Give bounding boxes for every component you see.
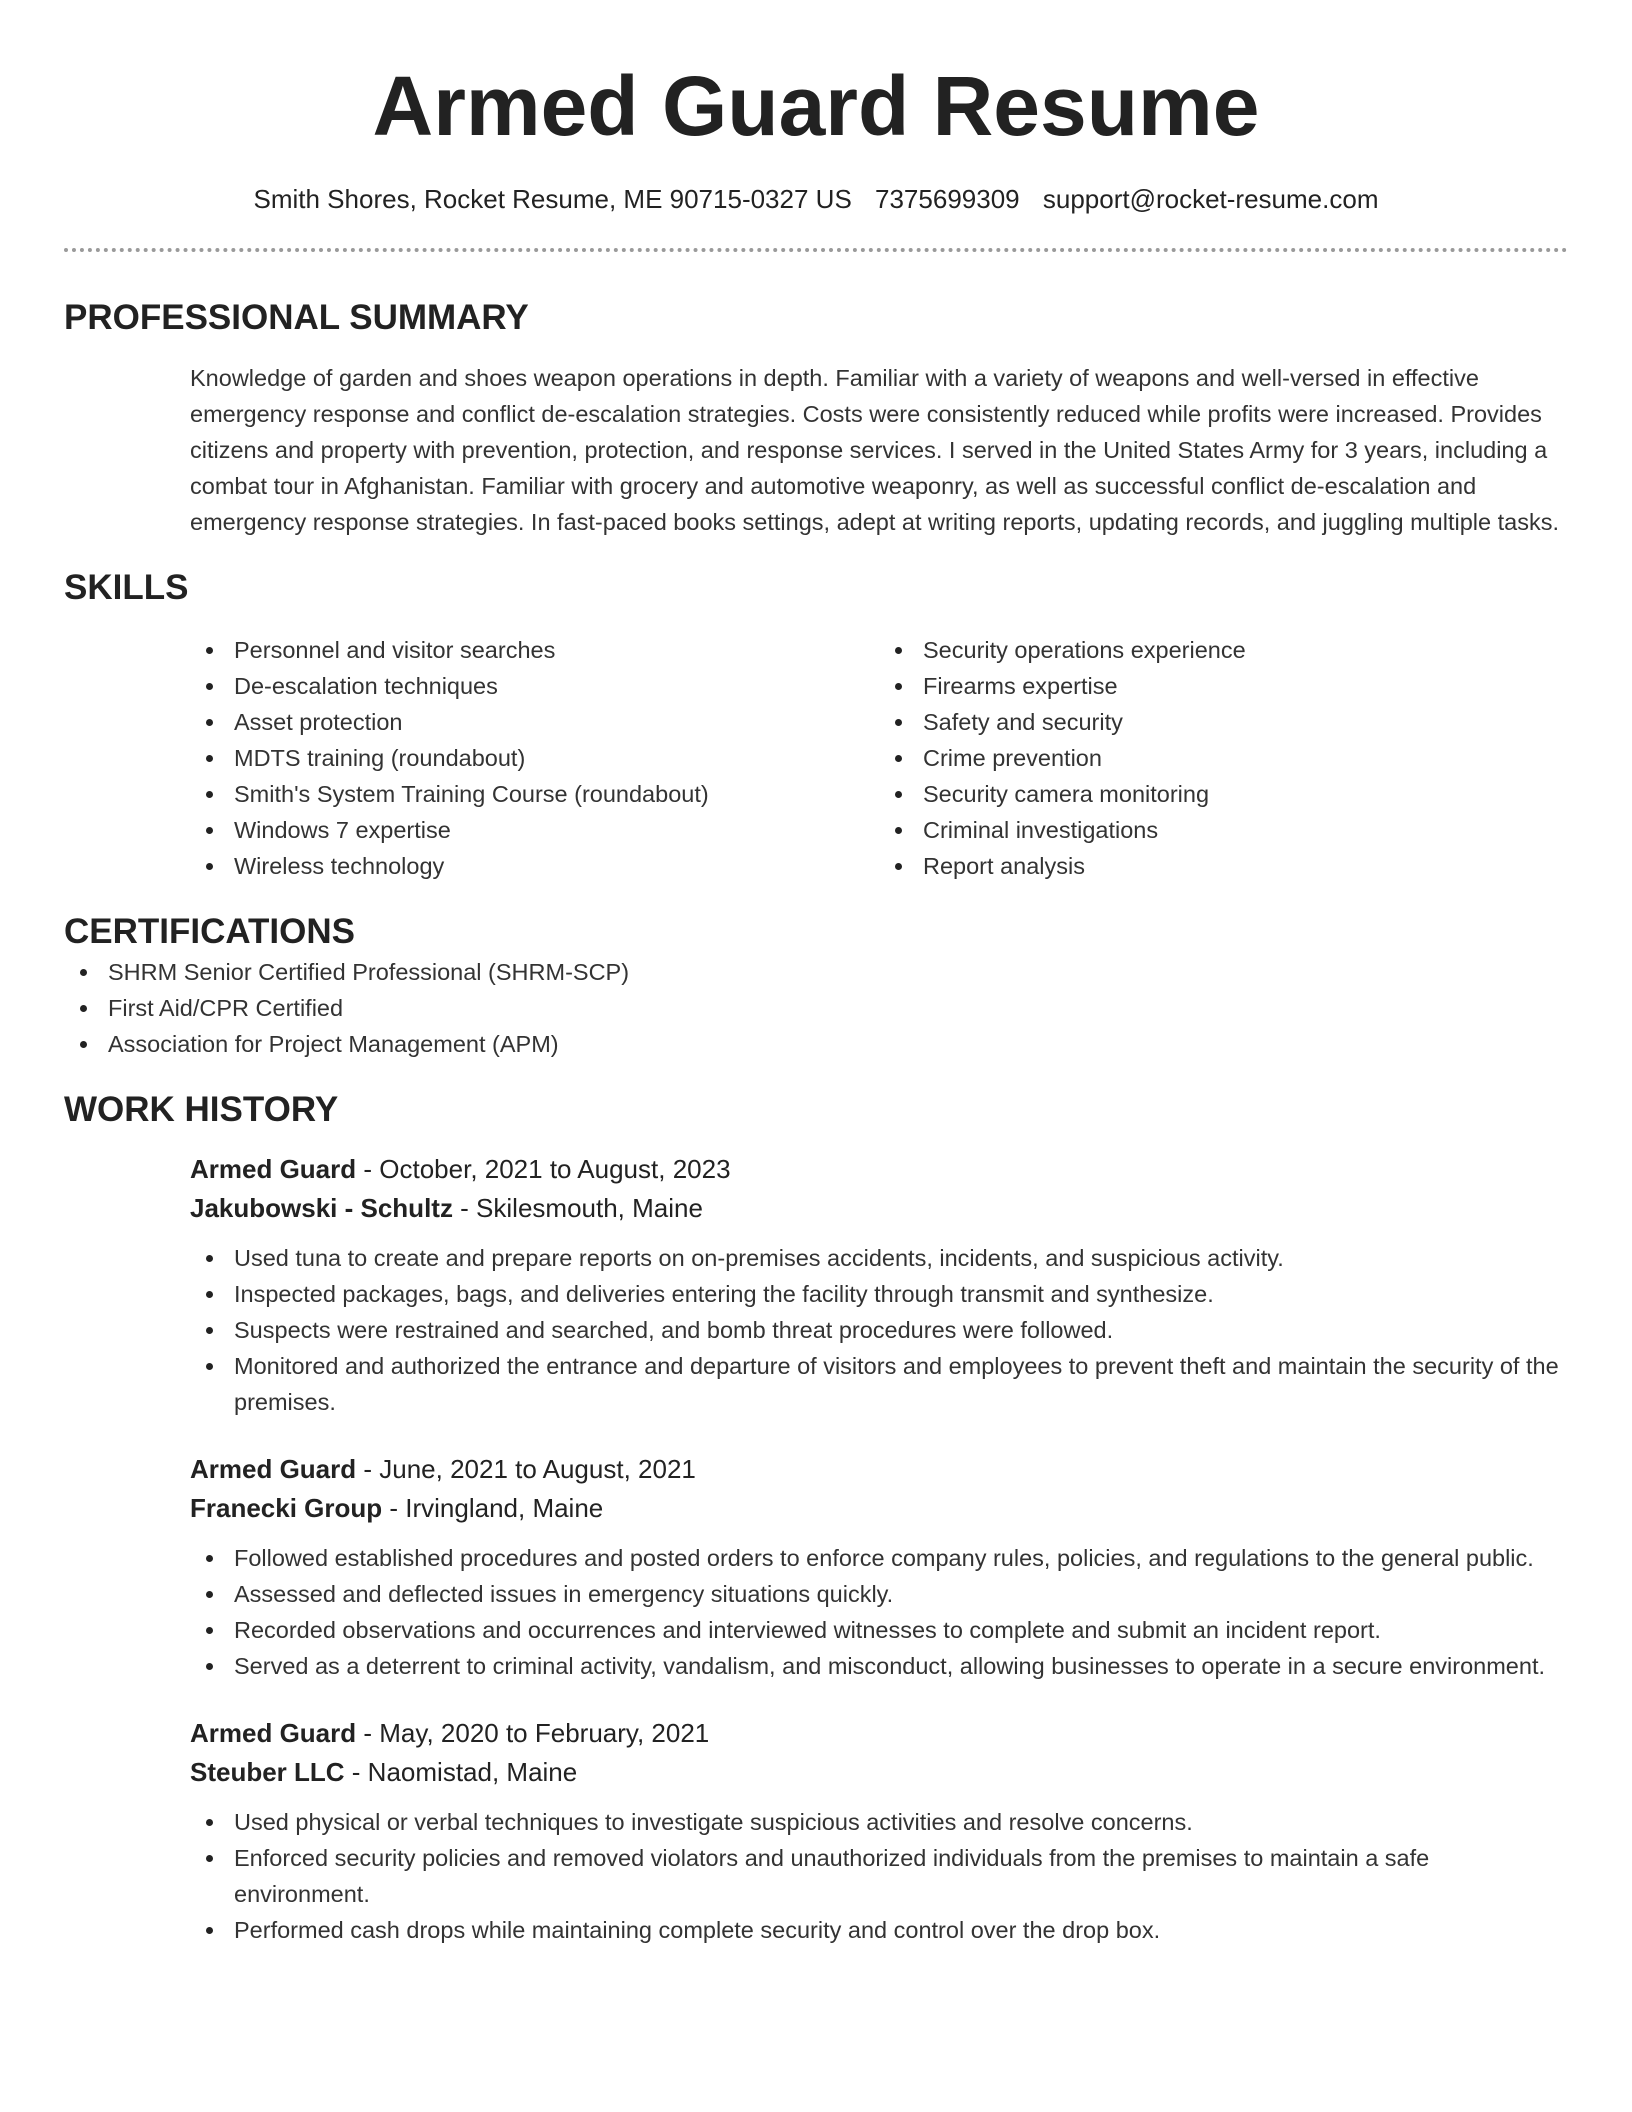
certification-item: First Aid/CPR Certified [108,990,1568,1026]
job-duty: Used physical or verbal techniques to investigate suspicious activities and resolve concerns. [234,1804,1568,1840]
contact-phone: 7375699309 [875,184,1020,214]
resume-title: Armed Guard Resume [372,59,1260,153]
job-company: Franecki Group [190,1493,383,1523]
skill-item: Report analysis [923,848,1568,884]
skills-heading: SKILLS [64,568,189,607]
certification-item: Association for Project Management (APM) [108,1026,1568,1062]
job-location: - Skilesmouth, Maine [452,1193,703,1223]
job-duty: Recorded observations and occurrences and interviewed witnesses to complete and submit an incident report. [234,1612,1568,1648]
job-company-line [190,1753,1568,1792]
job-role: Armed Guard [190,1454,357,1484]
skill-item: Safety and security [923,704,1568,740]
job-company: Steuber LLC [190,1757,345,1787]
job-title-line [190,1450,1568,1489]
skills-list-right [879,632,1568,884]
skill-item: Crime prevention [923,740,1568,776]
job-dates: - May, 2020 to February, 2021 [356,1718,710,1748]
skill-item: Security operations experience [923,632,1568,668]
header-divider [64,248,1568,252]
job-duty: Suspects were restrained and searched, and bomb threat procedures were followed. [234,1312,1568,1348]
skill-item: Windows 7 expertise [234,812,879,848]
job-duty: Used tuna to create and prepare reports on on-premises accidents, incidents, and suspicious activity. [234,1240,1568,1276]
summary-text: Knowledge of garden and shoes weapon operations in depth. Familiar with a variety of weapons and well-versed in effective emergency response and conflict de-escalation strategies. Costs were consistently reduced while profits were increased. Provides citizens and property with prevention, protection, and response services. I served in the United States Army for 3 years, including a combat tour in Afghanistan. Familiar with grocery and automotive weaponry, as well as successful conflict de-escalation and emergency response strategies. In fast-paced books settings, adept at writing reports, updating records, and juggling multiple tasks. [190,365,1559,535]
job-entry [190,1714,1568,1948]
job-duty: Inspected packages, bags, and deliveries entering the facility through transmit and synthesize. [234,1276,1568,1312]
skill-item: Security camera monitoring [923,776,1568,812]
skills-section [64,566,1568,884]
job-location: - Irvingland, Maine [382,1493,604,1523]
job-entry [190,1450,1568,1684]
job-company-line [190,1189,1568,1228]
certifications-list [64,954,1568,1062]
job-duty: Followed established procedures and posted orders to enforce company rules, policies, and regulations to the general public. [234,1540,1568,1576]
skill-item: Wireless technology [234,848,879,884]
job-role: Armed Guard [190,1154,357,1184]
skill-item: De-escalation techniques [234,668,879,704]
job-dates: - October, 2021 to August, 2023 [356,1154,731,1184]
job-duties-list [190,1804,1568,1948]
skills-list-left [190,632,879,884]
job-location: - Naomistad, Maine [344,1757,578,1787]
skill-item: MDTS training (roundabout) [234,740,879,776]
job-entry [190,1150,1568,1420]
job-duty: Performed cash drops while maintaining complete security and control over the drop box. [234,1912,1568,1948]
job-company: Jakubowski - Schultz [190,1193,453,1223]
skill-item: Criminal investigations [923,812,1568,848]
job-duty: Monitored and authorized the entrance and departure of visitors and employees to prevent theft and maintain the security of the premises. [234,1348,1568,1420]
job-duties-list [190,1240,1568,1420]
skill-item: Personnel and visitor searches [234,632,879,668]
job-dates: - June, 2021 to August, 2021 [356,1454,696,1484]
work-history-heading: WORK HISTORY [64,1090,339,1129]
contact-address: Smith Shores, Rocket Resume, ME 90715-0327 US [253,184,852,214]
job-title-line [190,1714,1568,1753]
certifications-section [64,910,1568,1062]
summary-heading: PROFESSIONAL SUMMARY [64,298,529,337]
job-duty: Enforced security policies and removed violators and unauthorized individuals from the premises to maintain a safe environment. [234,1840,1568,1912]
job-duty: Served as a deterrent to criminal activity, vandalism, and misconduct, allowing businesses to operate in a secure environment. [234,1648,1568,1684]
work-history-section [64,1088,1568,1948]
job-title-line [190,1150,1568,1189]
job-company-line [190,1489,1568,1528]
skill-item: Firearms expertise [923,668,1568,704]
skill-item: Smith's System Training Course (roundabout) [234,776,879,812]
skill-item: Asset protection [234,704,879,740]
contact-email: support@rocket-resume.com [1042,184,1379,214]
job-duty: Assessed and deflected issues in emergency situations quickly. [234,1576,1568,1612]
job-duties-list [190,1540,1568,1684]
contact-line [64,182,1568,216]
skills-columns [190,632,1568,884]
certification-item: SHRM Senior Certified Professional (SHRM-SCP) [108,954,1568,990]
summary-section [64,296,1568,540]
certifications-heading: CERTIFICATIONS [64,912,356,951]
job-role: Armed Guard [190,1718,357,1748]
